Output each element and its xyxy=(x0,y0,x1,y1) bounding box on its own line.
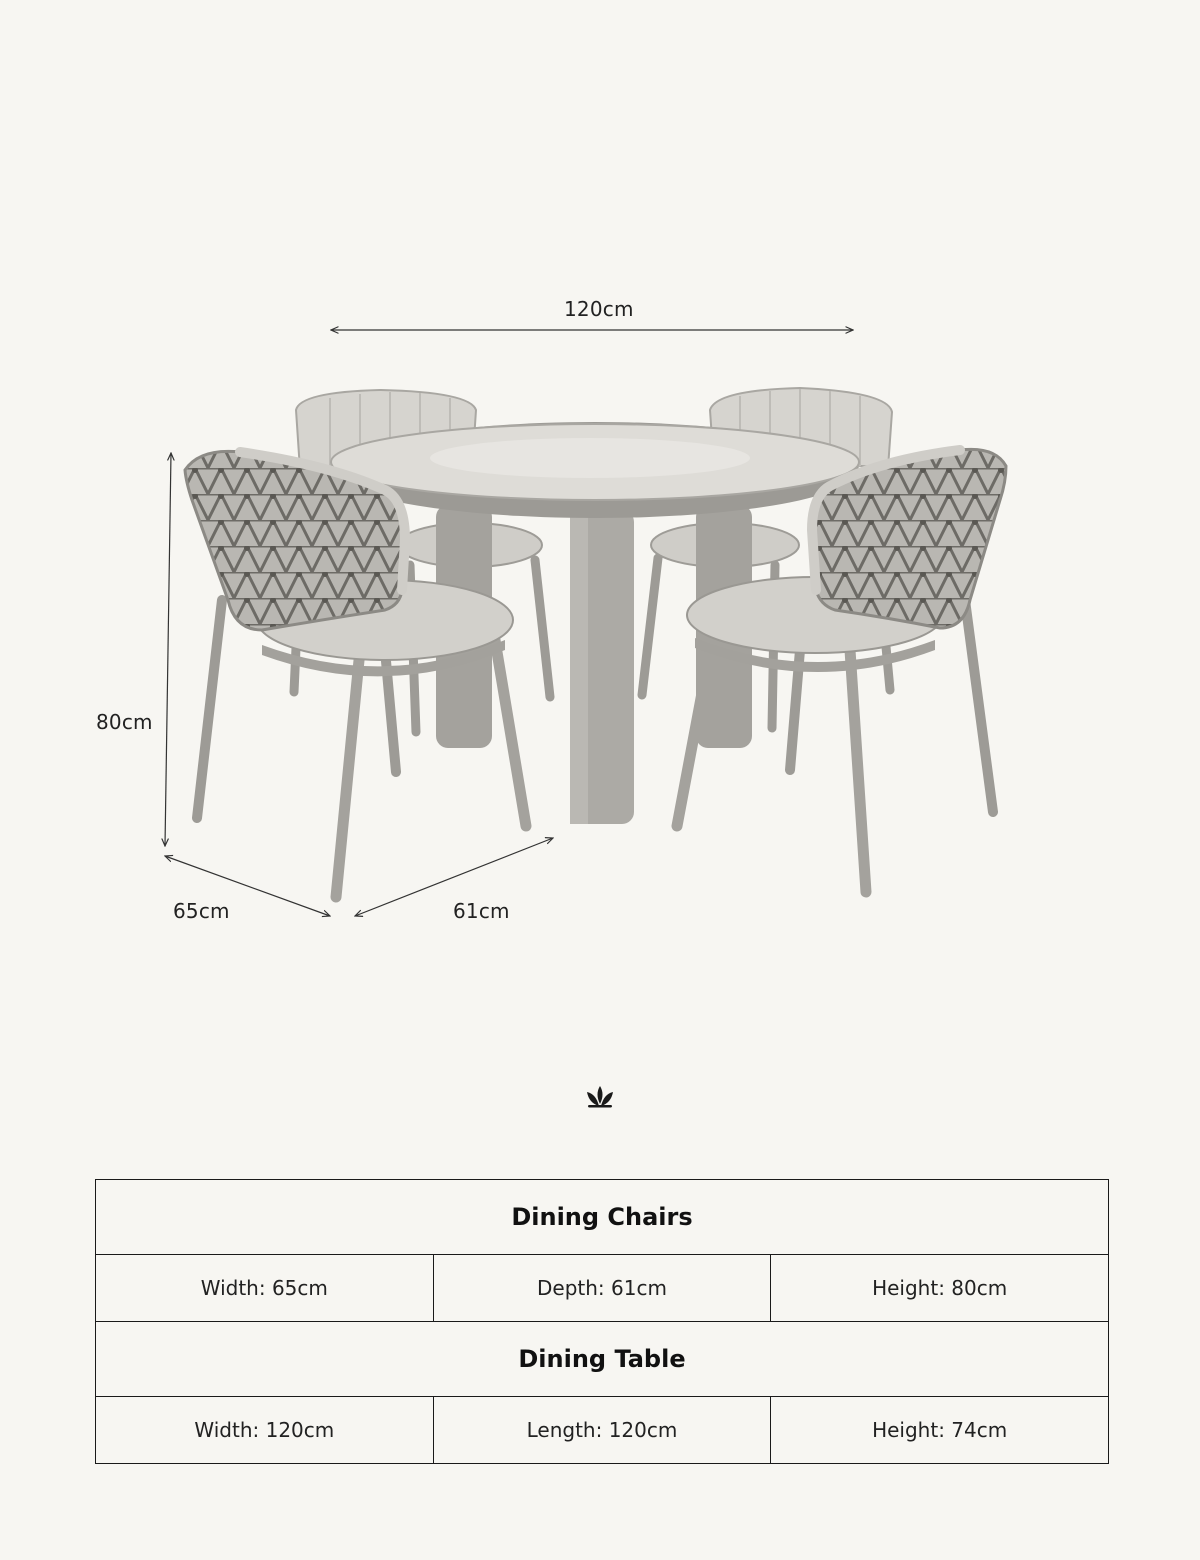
chair-width-cell: Width: 65cm xyxy=(96,1255,434,1322)
chair-height-label: 80cm xyxy=(96,710,153,734)
table-top xyxy=(331,422,859,518)
chair-depth-label: 61cm xyxy=(453,899,510,923)
table-width-label: 120cm xyxy=(564,297,634,321)
table-section-row xyxy=(96,1180,1109,1255)
table-section-row xyxy=(96,1322,1109,1397)
section-title-dining-table: Dining Table xyxy=(96,1322,1109,1397)
chair-height-cell: Height: 80cm xyxy=(771,1255,1109,1322)
dimensions-spec-table xyxy=(95,1179,1109,1464)
chair-width-label: 65cm xyxy=(173,899,230,923)
table-height-cell: Height: 74cm xyxy=(771,1397,1109,1464)
lotus-crown-icon xyxy=(584,1084,616,1110)
chair-depth-cell: Depth: 61cm xyxy=(433,1255,771,1322)
chair-height-line xyxy=(165,453,171,846)
table-row xyxy=(96,1397,1109,1464)
section-title-dining-chairs: Dining Chairs xyxy=(96,1180,1109,1255)
table-row xyxy=(96,1255,1109,1322)
table-length-cell: Length: 120cm xyxy=(433,1397,771,1464)
table-width-cell: Width: 120cm xyxy=(96,1397,434,1464)
